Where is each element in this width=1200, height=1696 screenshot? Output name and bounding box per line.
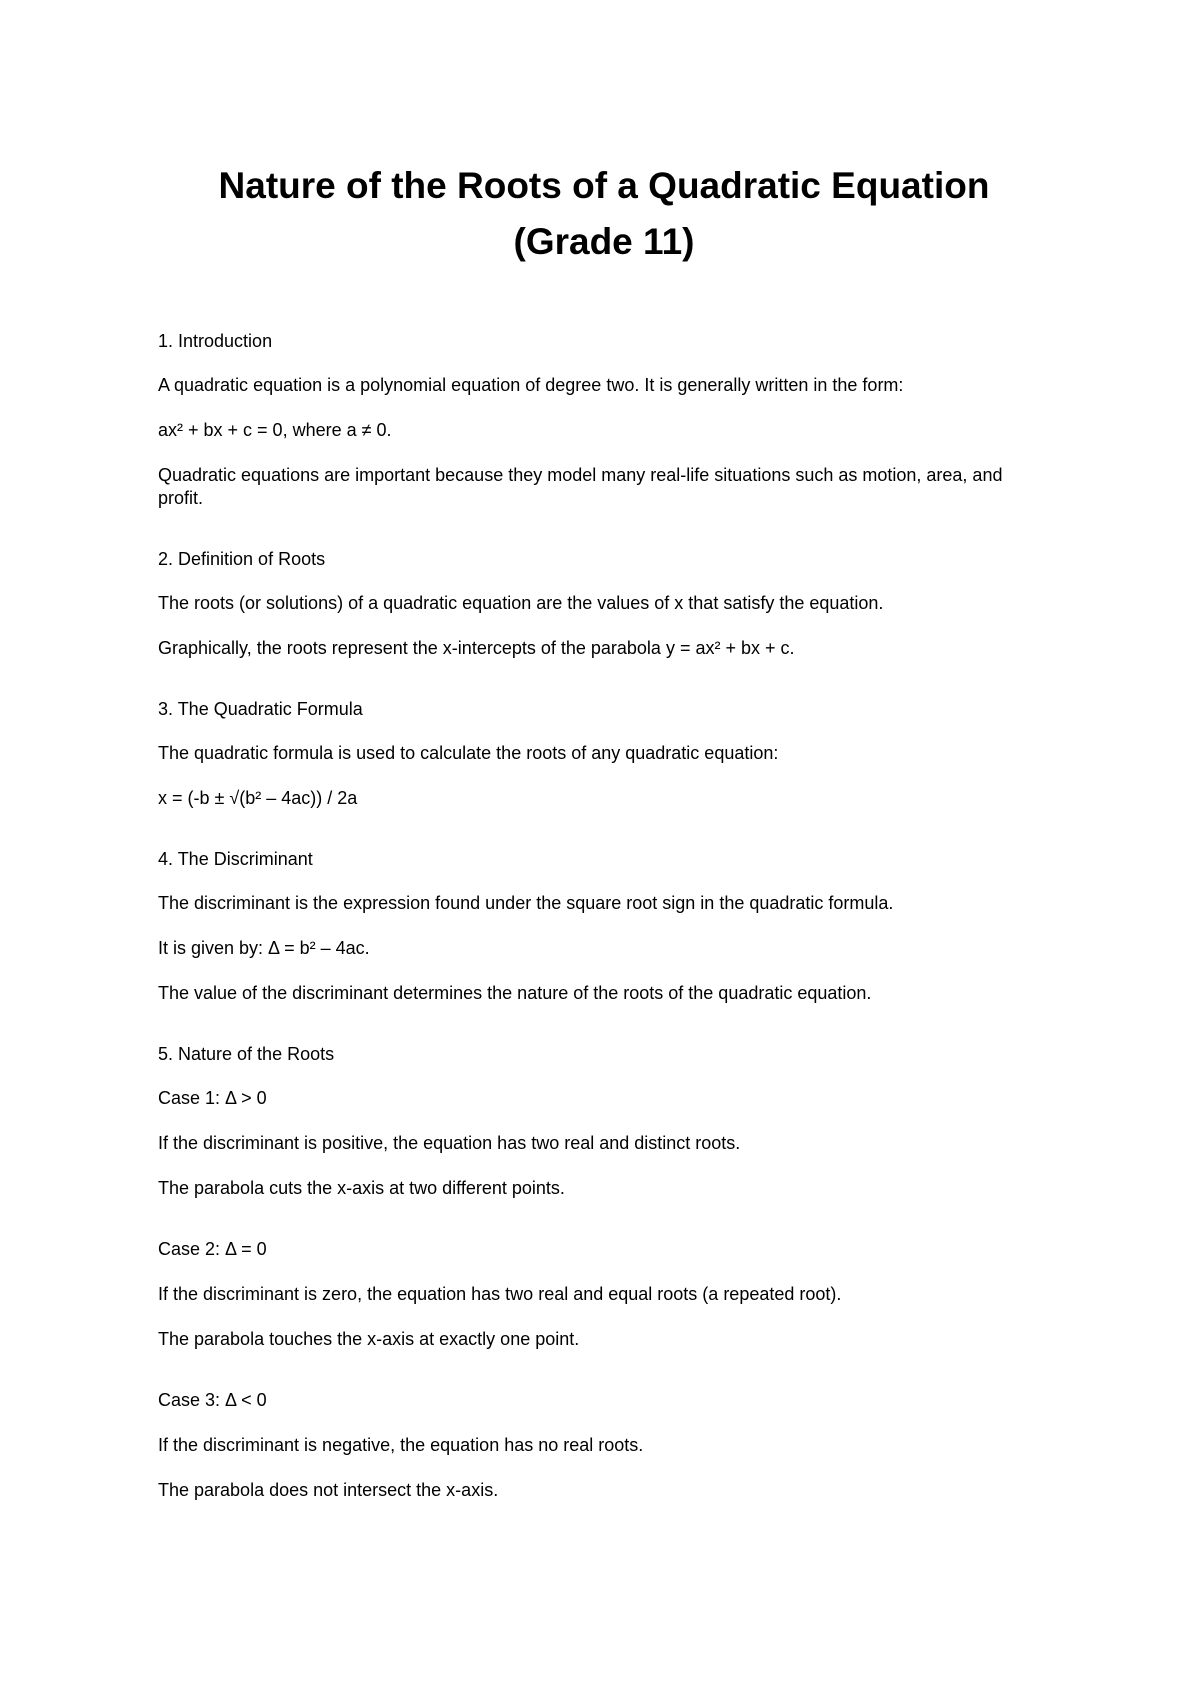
case-label: Case 3: Δ < 0 (158, 1390, 267, 1410)
document-title: Nature of the Roots of a Quadratic Equation (Grade 11) (218, 165, 990, 262)
case-1 (158, 1087, 1050, 1200)
equation-standard-form: ax² + bx + c = 0, where a ≠ 0. (158, 420, 392, 440)
quadratic-formula: x = (-b ± √(b² – 4ac)) / 2a (158, 788, 358, 808)
section-quadratic-formula (158, 698, 1050, 810)
paragraph: The discriminant is the expression found under the square root sign in the quadratic formula. (158, 893, 894, 913)
case-3 (158, 1389, 1050, 1502)
paragraph: Quadratic equations are important because they model many real-life situations such as motion, area, and profit. (158, 465, 1003, 508)
paragraph: The value of the discriminant determines the nature of the roots of the quadratic equation. (158, 983, 872, 1003)
paragraph: The quadratic formula is used to calculate the roots of any quadratic equation: (158, 743, 779, 763)
discriminant-formula: It is given by: Δ = b² – 4ac. (158, 938, 370, 958)
paragraph: A quadratic equation is a polynomial equation of degree two. It is generally written in the form: (158, 375, 904, 395)
case-label: Case 1: Δ > 0 (158, 1088, 267, 1108)
section-discriminant (158, 848, 1050, 1005)
paragraph: If the discriminant is positive, the equation has two real and distinct roots. (158, 1133, 741, 1153)
case-label: Case 2: Δ = 0 (158, 1239, 267, 1259)
section-heading: 1. Introduction (158, 331, 273, 351)
section-heading: 4. The Discriminant (158, 849, 313, 869)
section-nature-of-roots (158, 1043, 1050, 1502)
paragraph: If the discriminant is negative, the equation has no real roots. (158, 1435, 644, 1455)
paragraph: If the discriminant is zero, the equation has two real and equal roots (a repeated root). (158, 1284, 842, 1304)
paragraph: The parabola touches the x-axis at exactly one point. (158, 1329, 580, 1349)
section-introduction (158, 330, 1050, 510)
paragraph: Graphically, the roots represent the x-intercepts of the parabola y = ax² + bx + c. (158, 638, 795, 658)
paragraph: The roots (or solutions) of a quadratic equation are the values of x that satisfy the equation. (158, 593, 884, 613)
paragraph: The parabola does not intersect the x-axis. (158, 1480, 499, 1500)
paragraph: The parabola cuts the x-axis at two different points. (158, 1178, 565, 1198)
section-heading: 5. Nature of the Roots (158, 1044, 335, 1064)
case-2 (158, 1238, 1050, 1351)
section-definition-of-roots (158, 548, 1050, 660)
section-heading: 2. Definition of Roots (158, 549, 326, 569)
section-heading: 3. The Quadratic Formula (158, 699, 363, 719)
